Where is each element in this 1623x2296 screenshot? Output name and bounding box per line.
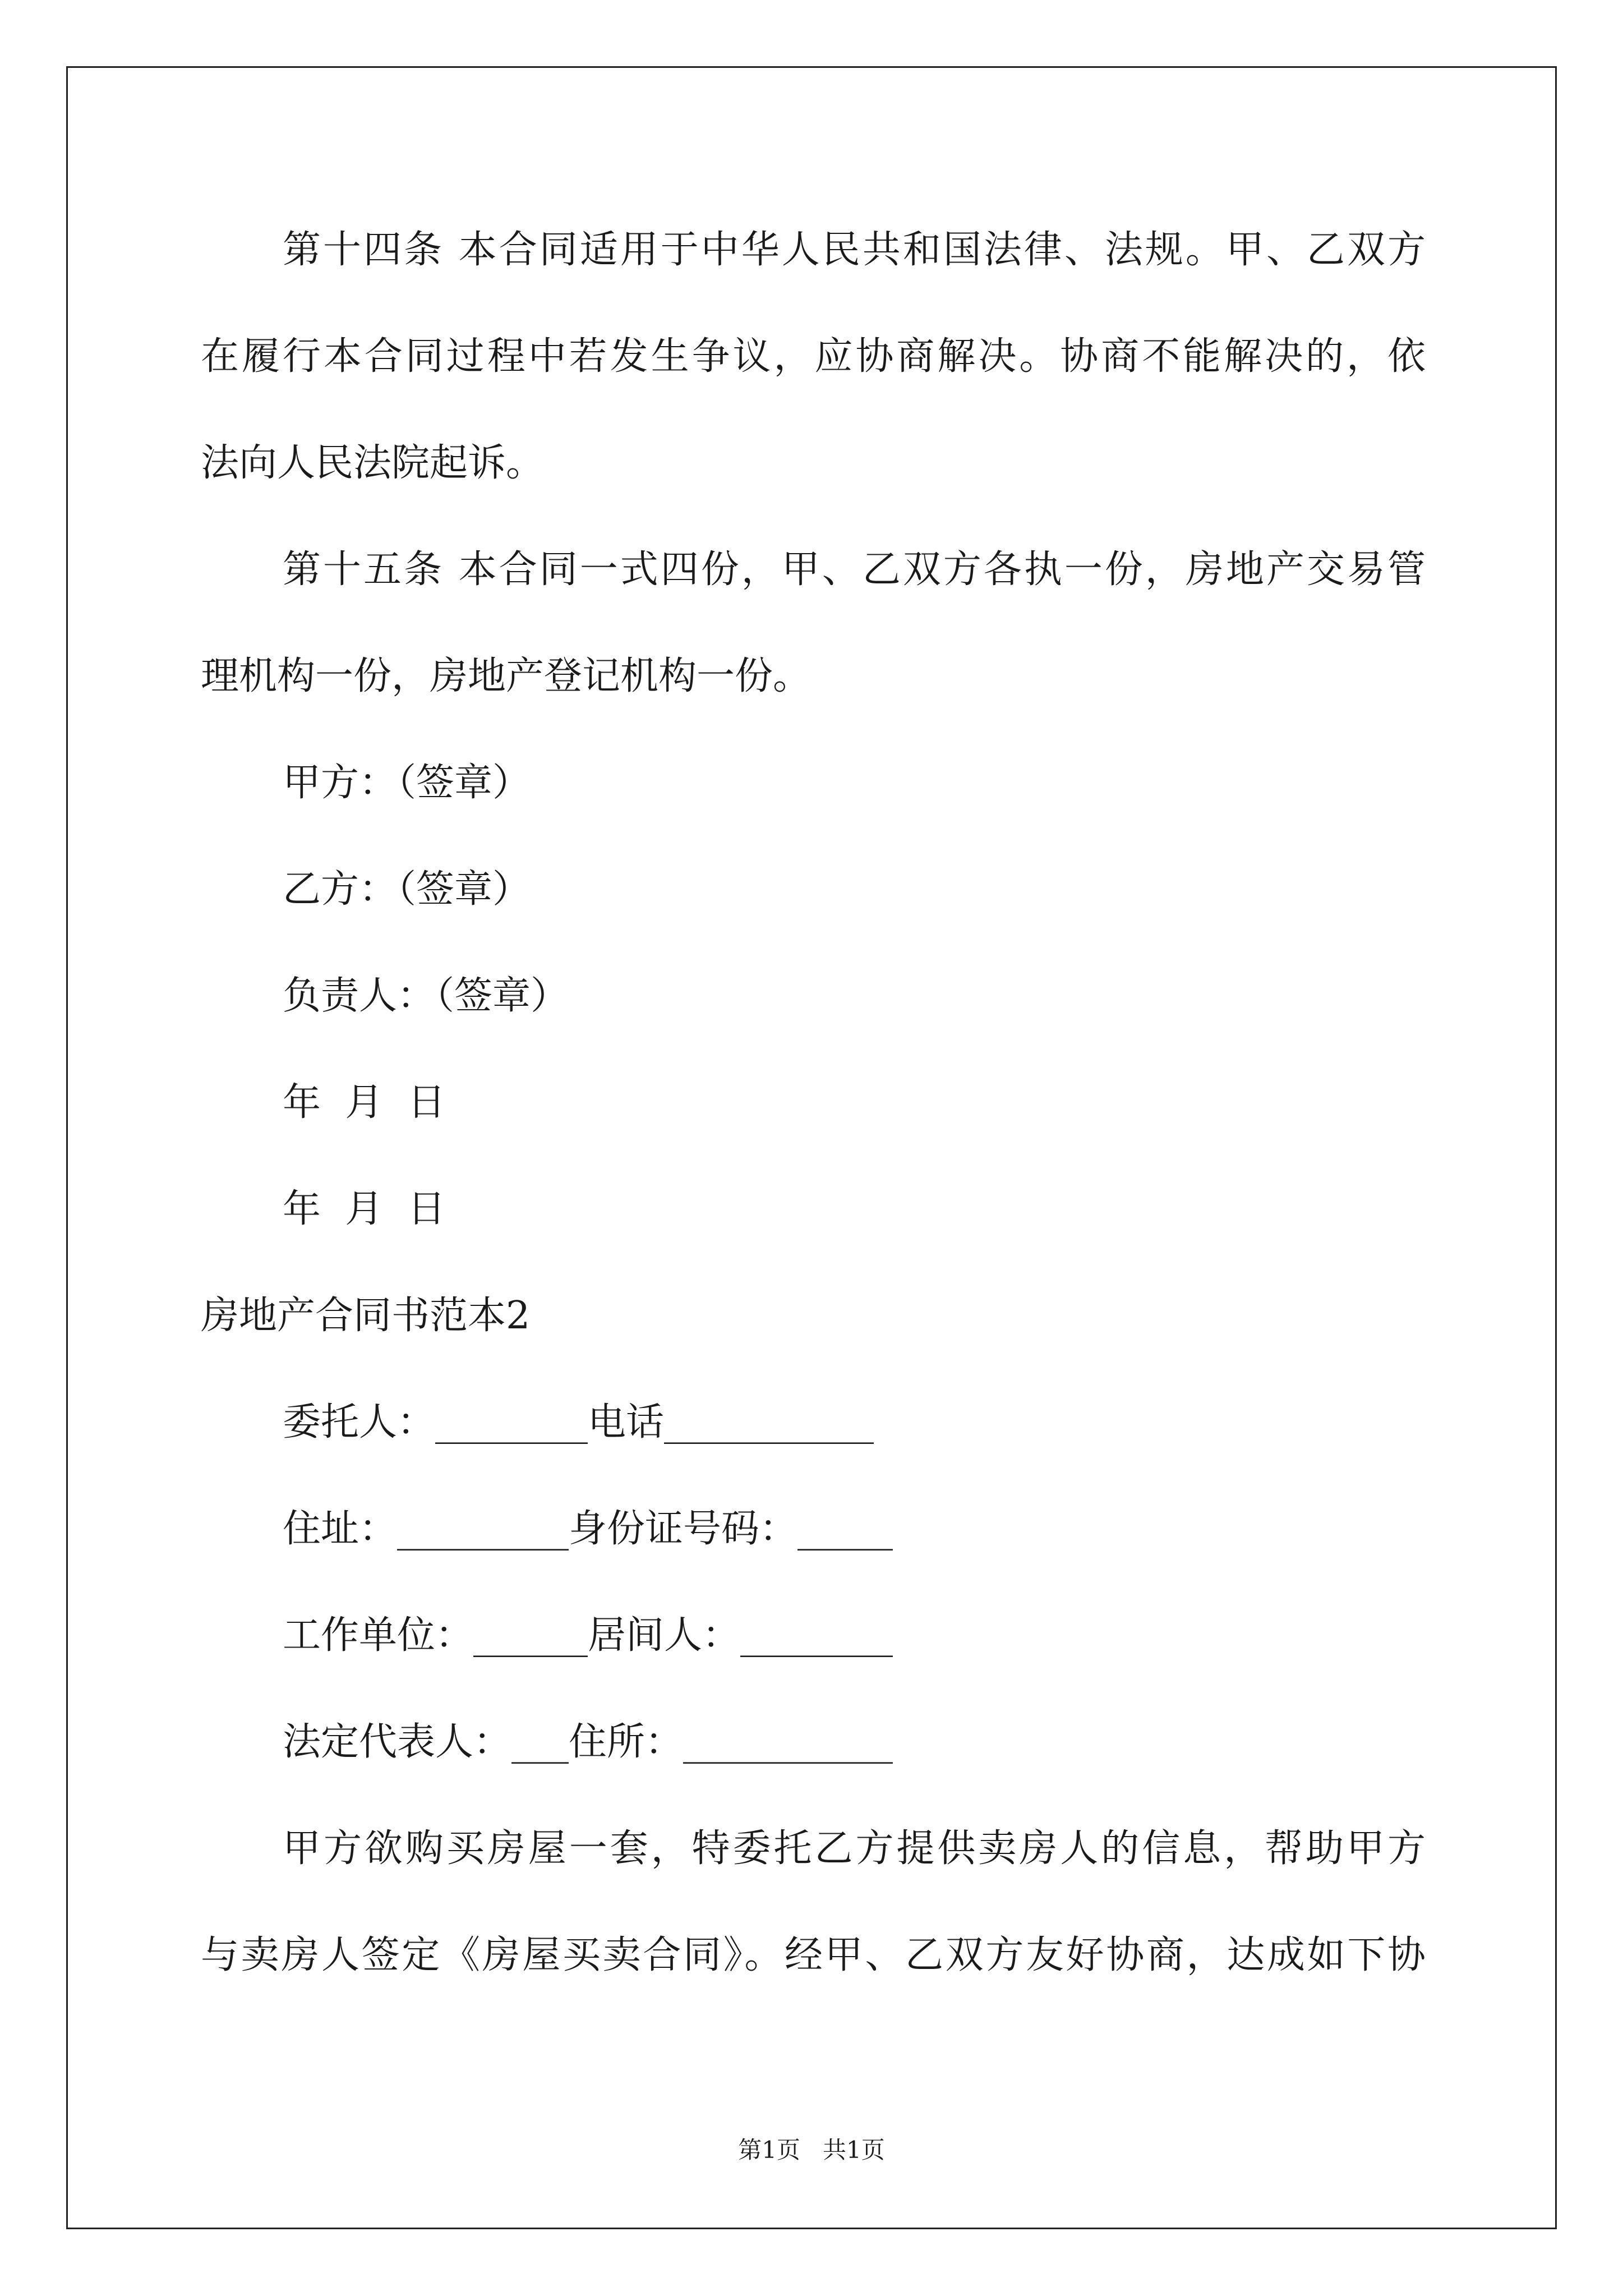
- legal-rep-residence-line: 法定代表人：___住所：___________: [283, 1720, 893, 1764]
- purchase-intent-line-1: 甲方欲购买房屋一套，特委托乙方提供卖房人的信息，帮助甲方: [283, 1826, 1426, 1871]
- date-line-1: 年 月 日: [283, 1080, 446, 1125]
- responsible-person-signature: 负责人：（签章）: [283, 974, 569, 1018]
- section-title: 房地产合同书范本2: [201, 1294, 531, 1338]
- article-14-line-2: 在履行本合同过程中若发生争议，应协商解决。协商不能解决的，依: [201, 334, 1426, 379]
- client-phone-line: 委托人：________电话___________: [283, 1400, 874, 1444]
- party-b-signature: 乙方：（签章）: [283, 867, 531, 912]
- article-14-line-1: 第十四条 本合同适用于中华人民共和国法律、法规。甲、乙双方: [283, 228, 1426, 272]
- article-14-line-3: 法向人民法院起诉。: [201, 441, 545, 485]
- article-15-line-2: 理机构一份，房地产登记机构一份。: [201, 654, 811, 698]
- article-15-line-1: 第十五条 本合同一式四份，甲、乙双方各执一份，房地产交易管: [283, 547, 1426, 592]
- page-border: [66, 66, 1557, 2229]
- page-footer: 第1页 共1页: [738, 2136, 885, 2164]
- employer-intermediary-line: 工作单位：______居间人：________: [283, 1613, 893, 1658]
- date-line-2: 年 月 日: [283, 1187, 446, 1231]
- purchase-intent-line-2: 与卖房人签定《房屋买卖合同》。经甲、乙双方友好协商，达成如下协: [201, 1933, 1426, 1977]
- party-a-signature: 甲方：（签章）: [283, 761, 531, 805]
- address-id-line: 住址：_________身份证号码：_____: [283, 1507, 893, 1551]
